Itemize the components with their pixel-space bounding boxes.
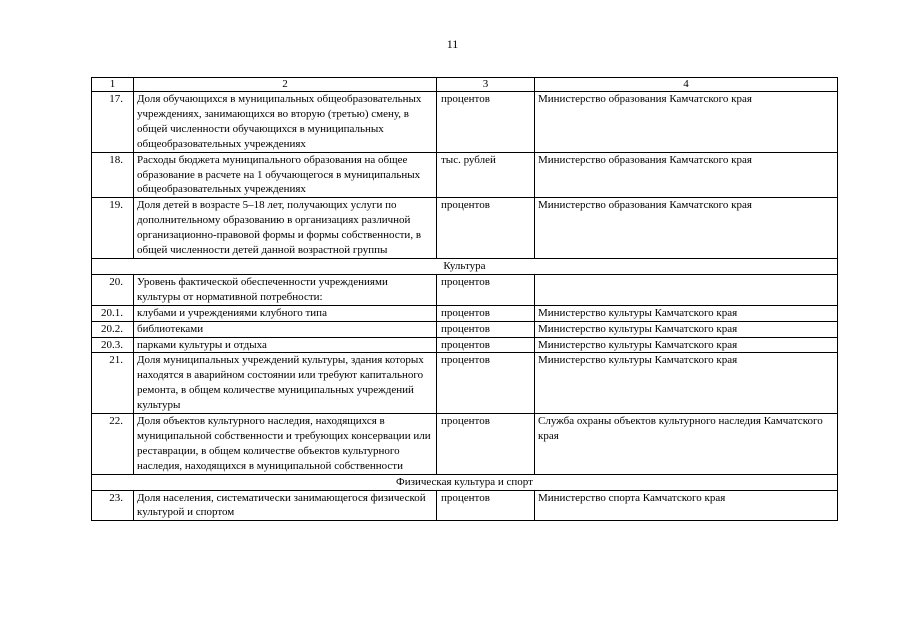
- table-row: [92, 198, 838, 259]
- table-header-row: [92, 78, 838, 92]
- indicator-name: Расходы бюджета муниципального образования на общее образование в расчете на 1 обучающегося в муниципальных общеобразовательных учреждениях: [134, 152, 437, 198]
- section-row-culture: [92, 258, 838, 274]
- unit: процентов: [437, 337, 535, 353]
- unit: тыс. рублей: [437, 152, 535, 198]
- table-row: [92, 337, 838, 353]
- indicator-name: Доля объектов культурного наследия, находящихся в муниципальной собственности и требующих консервации или реставрации, в общем количестве объектов культурного наследия, находящихся в муниципальной собственности: [134, 414, 437, 475]
- row-number: 17.: [92, 92, 134, 153]
- header-cell: 1: [92, 78, 134, 92]
- responsible-org: Министерство культуры Камчатского края: [535, 321, 838, 337]
- indicator-name: библиотеками: [134, 321, 437, 337]
- indicator-name: парками культуры и отдыха: [134, 337, 437, 353]
- header-cell: 2: [134, 78, 437, 92]
- unit: процентов: [437, 414, 535, 475]
- indicator-name: Доля детей в возрасте 5–18 лет, получающих услуги по дополнительному образованию в организациях различной организационно-правовой формы и формы собственности, в общей численности детей данной возрастной группы: [134, 198, 437, 259]
- table-row: [92, 414, 838, 475]
- unit: процентов: [437, 274, 535, 305]
- indicator-name: Уровень фактической обеспеченности учреждениями культуры от нормативной потребности:: [134, 274, 437, 305]
- page-number: 11: [446, 37, 459, 51]
- row-number: 22.: [92, 414, 134, 475]
- responsible-org: Министерство культуры Камчатского края: [535, 337, 838, 353]
- row-number: 20.3.: [92, 337, 134, 353]
- responsible-org: Министерство культуры Камчатского края: [535, 353, 838, 414]
- responsible-org: Министерство образования Камчатского края: [535, 152, 838, 198]
- unit: процентов: [437, 490, 535, 521]
- indicator-name: Доля обучающихся в муниципальных общеобразовательных учреждениях, занимающихся во вторую (третью) смену, в общей численности обучающихся в муниципальных общеобразовательных учреждениях: [134, 92, 437, 153]
- responsible-org: Министерство образования Камчатского края: [535, 92, 838, 153]
- section-row-sport: [92, 474, 838, 490]
- indicator-name: Доля населения, систематически занимающегося физической культурой и спортом: [134, 490, 437, 521]
- unit: процентов: [437, 353, 535, 414]
- unit: процентов: [437, 198, 535, 259]
- table-row: [92, 92, 838, 153]
- table-row: [92, 305, 838, 321]
- responsible-org: Министерство спорта Камчатского края: [535, 490, 838, 521]
- row-number: 20.1.: [92, 305, 134, 321]
- responsible-org: [535, 274, 838, 305]
- responsible-org: Министерство культуры Камчатского края: [535, 305, 838, 321]
- indicator-name: клубами и учреждениями клубного типа: [134, 305, 437, 321]
- table-row: [92, 274, 838, 305]
- row-number: 21.: [92, 353, 134, 414]
- table-row: [92, 490, 838, 521]
- indicator-name: Доля муниципальных учреждений культуры, здания которых находятся в аварийном состоянии или требуют капитального ремонта, в общем количестве муниципальных учреждений культуры: [134, 353, 437, 414]
- table-row: [92, 321, 838, 337]
- header-cell: 3: [437, 78, 535, 92]
- row-number: 18.: [92, 152, 134, 198]
- table-row: [92, 353, 838, 414]
- row-number: 20.: [92, 274, 134, 305]
- unit: процентов: [437, 321, 535, 337]
- unit: процентов: [437, 305, 535, 321]
- header-cell: 4: [535, 78, 838, 92]
- row-number: 23.: [92, 490, 134, 521]
- row-number: 19.: [92, 198, 134, 259]
- indicators-table: [91, 77, 838, 521]
- responsible-org: Служба охраны объектов культурного наследия Камчатского края: [535, 414, 838, 475]
- section-title: Физическая культура и спорт: [92, 474, 838, 490]
- table-row: [92, 152, 838, 198]
- section-title: Культура: [92, 258, 838, 274]
- responsible-org: Министерство образования Камчатского края: [535, 198, 838, 259]
- row-number: 20.2.: [92, 321, 134, 337]
- unit: процентов: [437, 92, 535, 153]
